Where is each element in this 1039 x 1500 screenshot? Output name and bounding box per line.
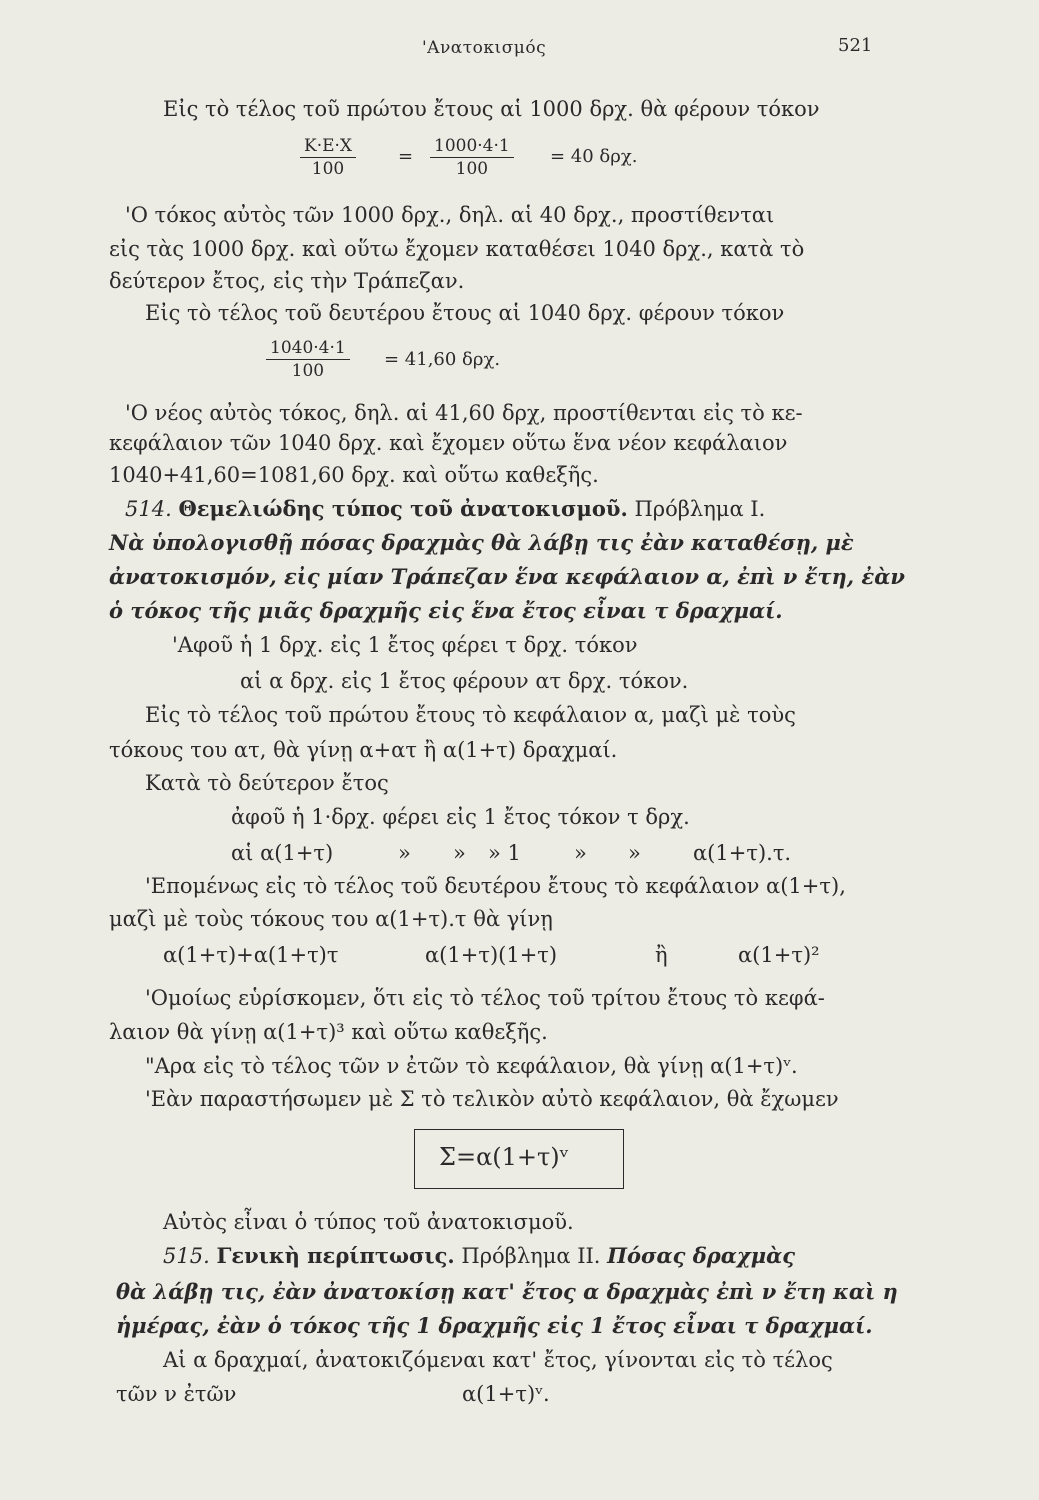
- fraction-1040: [266, 338, 350, 381]
- ditto-mark: »: [628, 841, 641, 865]
- formula-part: α(1+τ)ᵛ.: [462, 1382, 550, 1406]
- problem-statement-line: ἀνατοκισμόν, εἰς μίαν Τράπεζαν ἕνα κεφάλαιον α, ἐπὶ ν ἔτη, ἐὰν: [109, 564, 905, 589]
- text-line: Εἰς τὸ τέλος τοῦ δευτέρου ἔτους αἱ 1040 δρχ. φέρουν τόκον: [145, 301, 785, 325]
- equation-result: = 41,60 δρχ.: [384, 349, 501, 370]
- formula-part: ἢ: [655, 943, 668, 967]
- text-line: κεφάλαιον τῶν 1040 δρχ. καὶ ἔχομεν οὕτω ἕνα νέον κεφάλαιον: [109, 431, 788, 455]
- text-line: αἱ α δρχ. εἰς 1 ἔτος φέρουν ατ δρχ. τόκον.: [240, 669, 689, 693]
- text-line: 'Ομοίως εὑρίσκομεν, ὅτι εἰς τὸ τέλος τοῦ τρίτου ἔτους τὸ κεφά-: [145, 986, 825, 1010]
- text-line: 'Ο νέος αὐτὸς τόκος, δηλ. αἱ 41,60 δρχ, προστίθενται εἰς τὸ κε-: [125, 401, 803, 425]
- fraction-kex: [300, 136, 356, 179]
- formula-part: αἱ α(1+τ): [231, 841, 334, 865]
- equals-sign: =: [398, 146, 414, 167]
- fraction-numerator: Κ·Ε·Χ: [300, 136, 356, 158]
- fraction-denominator: 100: [291, 361, 325, 381]
- running-header-title: 'Ανατοκισμός: [422, 38, 547, 58]
- problem-statement-line: Νὰ ὑπολογισθῇ πόσας δραχμὰς θὰ λάβῃ τις ἐὰν καταθέσῃ, μὲ: [109, 530, 854, 555]
- text-line: "Αρα εἰς τὸ τέλος τῶν ν ἐτῶν τὸ κεφάλαιον, θὰ γίνῃ α(1+τ)ᵛ.: [145, 1054, 798, 1078]
- text-line: τόκους του ατ, θὰ γίνῃ α+ατ ἢ α(1+τ) δραχμαί.: [109, 738, 618, 762]
- fraction-denominator: 100: [311, 159, 345, 179]
- section-heading-514: [125, 496, 765, 522]
- text-line: μαζὶ μὲ τοὺς τόκους του α(1+τ).τ θὰ γίνῃ: [109, 907, 553, 931]
- ditto-mark: »: [574, 841, 587, 865]
- fraction-numerator: 1000·4·1: [430, 136, 514, 158]
- formula-part: α(1+τ)(1+τ): [425, 943, 558, 967]
- problem-statement-line: ὁ τόκος τῆς μιᾶς δραχμῆς εἰς ἕνα ἔτος εἶναι τ δραχμαί.: [109, 598, 783, 623]
- ditto-mark: »: [453, 841, 466, 865]
- text-line: Αὐτὸς εἶναι ὁ τύπος τοῦ ἀνατοκισμοῦ.: [163, 1210, 574, 1234]
- equation-result: = 40 δρχ.: [550, 146, 638, 167]
- problem-label: Πρόβλημα Ι.: [634, 497, 766, 521]
- text-line: 'Αφοῦ ἡ 1 δρχ. εἰς 1 ἔτος φέρει τ δρχ. τόκον: [172, 633, 638, 657]
- text-line: εἰς τὰς 1000 δρχ. καὶ οὕτω ἔχομεν καταθέσει 1040 δρχ., κατὰ τὸ: [109, 237, 805, 261]
- section-title: Θεμελιώδης τύπος τοῦ ἀνατοκισμοῦ.: [178, 496, 628, 521]
- text-line: 'Επομένως εἰς τὸ τέλος τοῦ δευτέρου ἔτους τὸ κεφάλαιον α(1+τ),: [145, 874, 846, 898]
- compound-interest-formula: Σ=α(1+τ)ᵛ: [439, 1143, 569, 1171]
- formula-part: α(1+τ)+α(1+τ)τ: [163, 943, 339, 967]
- section-number: 514.: [125, 497, 172, 521]
- text-line: 'Εὰν παραστήσωμεν μὲ Σ τὸ τελικὸν αὐτὸ κεφάλαιον, θὰ ἔχωμεν: [145, 1087, 839, 1111]
- text-line: τῶν ν ἐτῶν: [116, 1382, 237, 1406]
- formula-part: α(1+τ).τ.: [693, 841, 792, 865]
- formula-box: [414, 1129, 624, 1189]
- text-line: 1040+41,60=1081,60 δρχ. καὶ οὕτω καθεξῆς.: [109, 463, 599, 487]
- formula-part: α(1+τ)²: [738, 943, 820, 967]
- section-number: 515.: [163, 1244, 210, 1268]
- problem-label: Πρόβλημα ΙΙ.: [461, 1244, 601, 1268]
- fraction-1000: [430, 136, 514, 179]
- ditto-mark: » 1: [488, 841, 521, 865]
- problem-statement-start: Πόσας δραχμὰς: [607, 1243, 796, 1268]
- text-line: Εἰς τὸ τέλος τοῦ πρώτου ἔτους τὸ κεφάλαιον α, μαζὶ μὲ τοὺς: [145, 703, 796, 727]
- problem-statement-line: θὰ λάβῃ τις, ἐὰν ἀνατοκίσῃ κατ' ἔτος α δραχμὰς ἐπὶ ν ἔτη καὶ η: [116, 1279, 898, 1304]
- text-line: Κατὰ τὸ δεύτερον ἔτος: [145, 771, 389, 795]
- section-title: Γενικὴ περίπτωσις.: [216, 1243, 455, 1268]
- text-line: ἀφοῦ ἡ 1·δρχ. φέρει εἰς 1 ἔτος τόκον τ δρχ.: [231, 805, 690, 829]
- fraction-numerator: 1040·4·1: [266, 338, 350, 360]
- text-line: Εἰς τὸ τέλος τοῦ πρώτου ἔτους αἱ 1000 δρχ. θὰ φέρουν τόκον: [163, 97, 820, 121]
- text-line: λαιον θὰ γίνῃ α(1+τ)³ καὶ οὕτω καθεξῆς.: [109, 1020, 548, 1044]
- fraction-denominator: 100: [455, 159, 489, 179]
- text-line: δεύτερον ἔτος, εἰς τὴν Τράπεζαν.: [109, 269, 465, 293]
- problem-statement-line: ἡμέρας, ἐὰν ὁ τόκος τῆς 1 δραχμῆς εἰς 1 ἔτος εἶναι τ δραχμαί.: [116, 1313, 873, 1338]
- section-heading-515: [163, 1243, 795, 1269]
- page-number: 521: [838, 35, 873, 56]
- text-line: Αἱ α δραχμαί, ἀνατοκιζόμεναι κατ' ἔτος, γίνονται εἰς τὸ τέλος: [163, 1348, 833, 1372]
- text-line: 'Ο τόκος αὐτὸς τῶν 1000 δρχ., δηλ. αἱ 40 δρχ., προστίθενται: [125, 203, 775, 227]
- ditto-mark: »: [398, 841, 411, 865]
